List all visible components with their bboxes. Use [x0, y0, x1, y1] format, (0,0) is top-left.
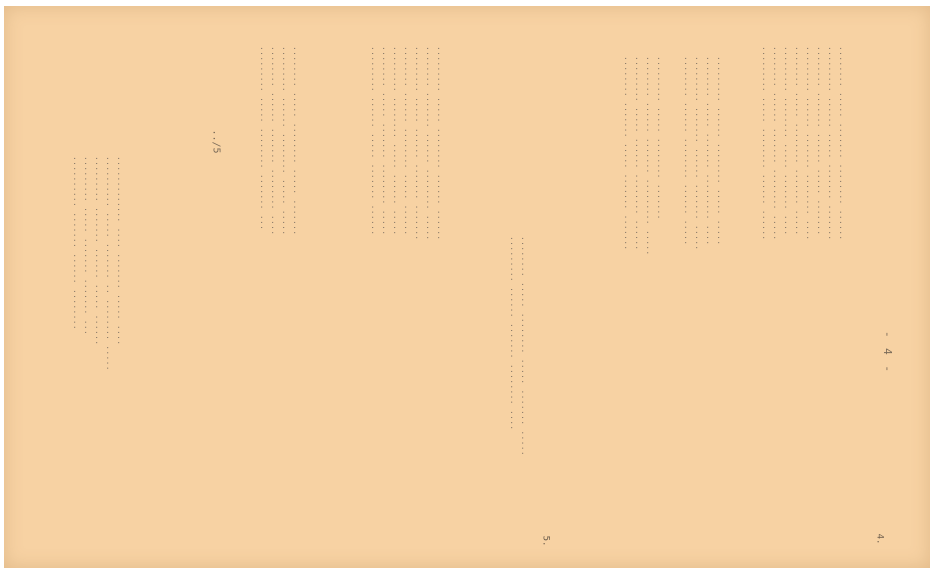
text-line: ········ ······ ········ ······ ·····: [681, 56, 690, 246]
text-line: ········ ······ ······· ········ ····: [268, 46, 277, 236]
text-line: ········ ····· ········ ····· ·······: [290, 46, 299, 236]
text-line: ········· ····· ······ ······· ·······: [412, 46, 421, 241]
text-line: ········ ······· ····· ······· ·······: [621, 56, 630, 251]
text-line: ········· ····· ········ ······· ···: [257, 46, 266, 231]
text-line: ········ ····· ······· ········· ····: [703, 56, 712, 246]
text-block-middle: [367, 46, 444, 326]
text-line: ········· ······ ········ ····· ·····: [714, 56, 723, 246]
text-line: ········ ······ ······· ········· ·····: [643, 56, 652, 256]
text-block-section-5: [506, 236, 528, 457]
text-line: ········· ······ ········ ····· ·····: [279, 46, 288, 236]
text-line: ········· ····· ········ ······ ······: [759, 46, 768, 241]
text-line: ········· ······· ······ ······· ·····: [692, 56, 701, 251]
text-line: ········ ····· ········ ······· ·····: [792, 46, 801, 236]
text-line: ········ ······ ······· ········ ·····: [770, 46, 779, 241]
text-line: ········ ······· ······ ········ ·····: [423, 46, 432, 241]
text-line: ········· ······ ····· ······· ·······: [825, 46, 834, 241]
text-line: ·········· ····· ······· ·· ········ ·····: [103, 156, 112, 371]
text-block-right-2: [680, 56, 724, 376]
text-line: ········ ······ ········ ····· ······: [401, 46, 410, 236]
text-block-right-1: [620, 56, 664, 366]
text-block-top: [69, 156, 124, 446]
text-line: ········· ······· ······ ····· ······: [92, 156, 101, 346]
text-line: ········ ····· ········ ····· ······· ·····: [518, 236, 527, 457]
text-line: ········· ······ ······· ········ ····: [507, 236, 516, 431]
text-line: ········· ····· ········ ······ ······: [434, 46, 443, 241]
text-line: ········· ········ ····· ······· ····: [781, 46, 790, 236]
section-4-marker: 4.: [874, 533, 885, 545]
text-line: ········· ······ ····· ······· ······: [368, 46, 377, 236]
text-line: ········· ······ ······· ········ ····: [803, 46, 812, 241]
section-5-marker: 5.: [540, 535, 551, 547]
text-line: ········ ······· ······ ····· ·······: [814, 46, 823, 236]
text-line: ············· ···· ······· ····· ····: [114, 156, 123, 346]
text-line: ········· ········ ····· ······ ·····: [390, 46, 399, 236]
page-number: - 4 -: [881, 330, 895, 375]
text-block-right-3: [758, 46, 846, 526]
continuation-ref: ../5: [210, 129, 222, 154]
text-line: ········· ····· ······ ········ ······: [632, 56, 641, 251]
text-line: ········· ····· ········ ·······: [654, 56, 663, 220]
document-page: [4, 6, 930, 568]
text-line: ········ ····· ······· ········ ······: [836, 46, 845, 241]
text-line: ········ ····· ······· ········ ·····: [379, 46, 388, 236]
text-line: ·········· ······· ······ ········: [70, 156, 79, 330]
text-line: ········· ····· ······· ······· ···: [81, 156, 90, 336]
